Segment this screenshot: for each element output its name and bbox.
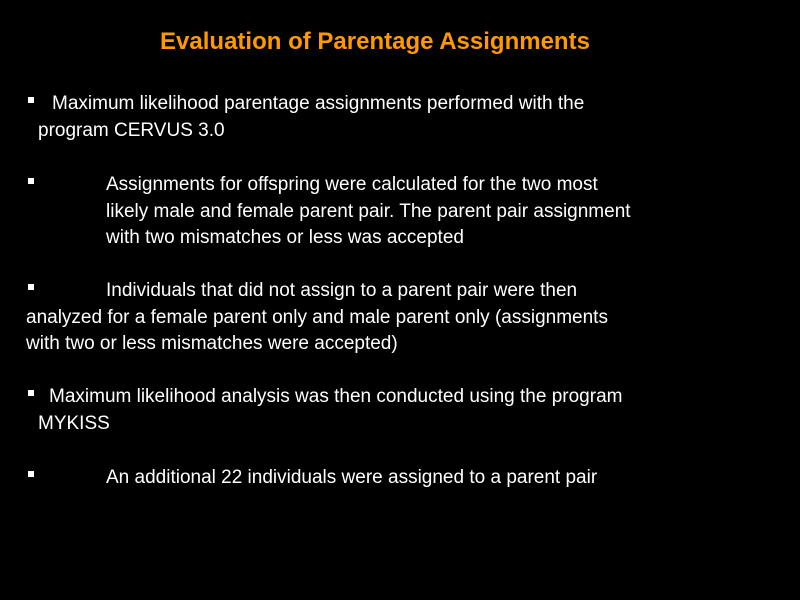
square-bullet-icon [28,471,34,477]
bullet-1-line-1: Maximum likelihood parentage assignments performed with the [52,93,585,114]
bullet-2-line-1: Assignments for offspring were calculated for the two most [106,174,598,195]
bullet-text-2 [106,172,631,252]
bullet-5-line-1: An additional 22 individuals were assigned to a parent pair [106,467,598,488]
bullet-4-line-1: Maximum likelihood analysis was then conducted using the program [49,386,623,407]
bullet-2-line-2: likely male and female parent pair. The parent pair assignment [106,200,631,222]
bullet-3-line-2: analyzed for a female parent only and male parent only (assignments [26,306,608,328]
slide-title: Evaluation of Parentage Assignments [160,28,590,55]
bullet-text-5 [106,465,597,492]
bullet-2-line-3: with two mismatches or less was accepted [106,227,464,248]
square-bullet-icon [28,178,34,184]
bullet-3-line-3: with two or less mismatches were accepted) [26,333,398,354]
bullet-text-4 [0,384,622,437]
bullet-text-3 [0,278,608,358]
bullet-4-line-2: MYKISS [38,412,110,434]
bullet-1-line-2: program CERVUS 3.0 [38,119,225,141]
bullet-text-1 [0,91,584,144]
bullet-3-line-1: Individuals that did not assign to a parent pair were then [106,280,578,301]
